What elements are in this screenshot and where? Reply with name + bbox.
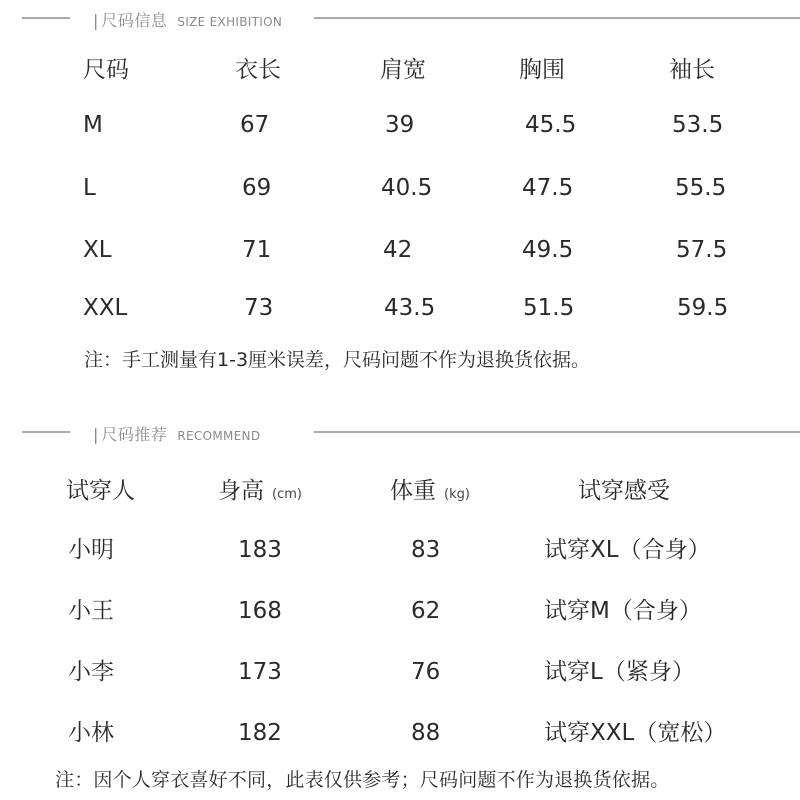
recommend-cell: 试穿XL（合身） [544,537,711,563]
size-cell: 71 [242,237,272,263]
recommend-header-feeling [578,477,670,505]
size-cell: 39 [385,112,415,138]
size-header-shoulder: 肩宽 [380,57,426,83]
size-note: 注：手工测量有1-3厘米误差，尺码问题不作为退换货依据。 [84,349,591,371]
size-cell: 57.5 [676,237,728,263]
recommend-header-person [66,477,135,505]
recommend-cell: 83 [411,537,441,563]
size-cell: 51.5 [523,295,575,321]
header-line-right [314,431,800,433]
size-title-en: SIZE EXHIBITION [177,15,283,29]
recommend-title-cn: 尺码推荐 [101,425,168,444]
size-header-chest: 胸围 [519,57,565,83]
header-line-left [22,17,70,19]
size-header-size: 尺码 [83,57,129,83]
size-cell: 40.5 [381,175,433,201]
recommend-section-title [93,422,260,445]
recommend-cell: 小王 [68,598,114,624]
title-bar: | [93,11,99,30]
recommend-cell: 76 [411,659,441,685]
size-cell: 73 [244,295,274,321]
header-label: 身高 [218,478,264,504]
size-cell: M [83,112,103,138]
recommend-cell: 小林 [68,720,114,746]
header-label: 体重 [390,478,436,504]
size-section-title [93,8,282,31]
recommend-header-weight [390,477,470,509]
header-unit: (kg) [444,487,470,502]
size-cell: 53.5 [672,112,724,138]
size-section-header [0,8,800,28]
size-header-length: 衣长 [235,57,281,83]
recommend-cell: 试穿L（紧身） [544,659,695,685]
recommend-cell: 182 [238,720,282,746]
size-cell: 67 [240,112,270,138]
recommend-cell: 88 [411,720,441,746]
header-unit: (cm) [272,487,302,502]
size-title-cn: 尺码信息 [101,11,168,30]
recommend-title-en: RECOMMEND [177,429,261,443]
size-cell: 49.5 [522,237,574,263]
recommend-cell: 168 [238,598,282,624]
size-cell: XXL [83,295,128,321]
header-line-left [22,431,70,433]
size-cell: XL [83,237,112,263]
size-cell: 43.5 [384,295,436,321]
recommend-cell: 183 [238,537,282,563]
size-cell: 45.5 [525,112,577,138]
recommend-cell: 173 [238,659,282,685]
recommend-cell: 小李 [68,659,114,685]
recommend-cell: 试穿M（合身） [544,598,702,624]
size-cell: 55.5 [675,175,727,201]
header-label: 试穿人 [66,478,135,504]
recommend-note: 注：因个人穿衣喜好不同，此表仅供参考；尺码问题不作为退换货依据。 [55,769,670,791]
size-header-sleeve: 袖长 [669,57,715,83]
recommend-cell: 小明 [68,537,114,563]
recommend-cell: 试穿XXL（宽松） [544,720,727,746]
size-cell: 42 [383,237,413,263]
size-cell: 59.5 [677,295,729,321]
header-line-right [314,17,800,19]
size-cell: 69 [242,175,272,201]
title-bar: | [93,425,99,444]
recommend-section-header [0,422,800,442]
recommend-cell: 62 [411,598,441,624]
header-label: 试穿感受 [578,478,670,504]
size-cell: L [83,175,96,201]
size-cell: 47.5 [522,175,574,201]
recommend-header-height [218,477,302,509]
